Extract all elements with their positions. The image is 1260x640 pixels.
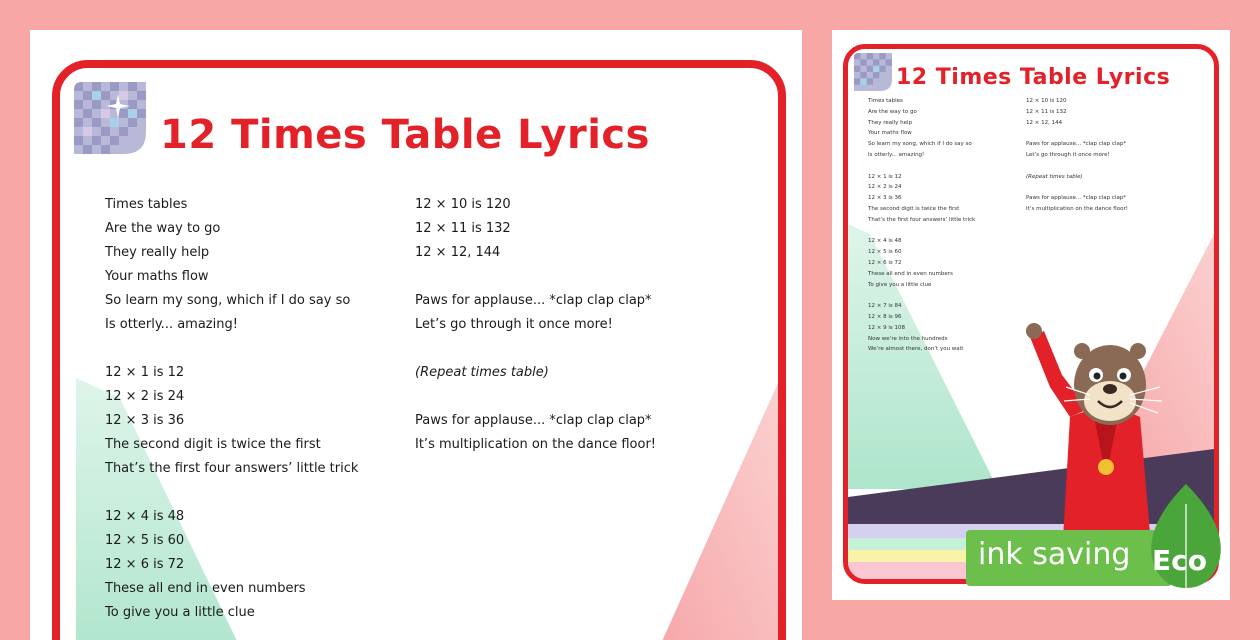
large-lyrics-sheet <box>30 30 802 640</box>
lyric-line: 12 × 1 is 12 <box>868 173 902 180</box>
lyric-line: 12 × 1 is 12 <box>105 365 185 380</box>
lyric-line: Paws for applause... *clap clap clap* <box>415 293 652 308</box>
lyric-line: Paws for applause... *clap clap clap* <box>1026 195 1127 202</box>
stanza-gap <box>415 385 656 409</box>
stanza-gap <box>105 481 358 505</box>
lyric-line: 12 × 3 is 36 <box>868 195 902 202</box>
repeat-note: (Repeat times table) <box>415 365 549 380</box>
lyric-line: Your maths flow <box>105 269 209 284</box>
lyric-line: To give you a little clue <box>868 281 932 288</box>
lyric-line: Paws for applause... *clap clap clap* <box>1026 141 1127 148</box>
lyric-line: Are the way to go <box>105 221 221 236</box>
leaf-icon <box>1146 484 1226 596</box>
stanza-gap <box>868 161 975 172</box>
lyrics-left-column <box>105 193 358 625</box>
lyric-line: Let’s go through it once more! <box>1026 151 1110 158</box>
lyric-line: 12 × 3 is 36 <box>105 413 185 428</box>
lyric-line: 12 × 12, 144 <box>415 245 501 260</box>
lyric-line: Is otterly... amazing! <box>105 317 238 332</box>
lyric-line: 12 × 11 is 132 <box>1026 108 1067 115</box>
lyric-line: Let’s go through it once more! <box>415 317 613 332</box>
lyric-line: 12 × 8 is 96 <box>868 313 902 320</box>
stanza-gap <box>868 290 975 301</box>
disco-tile-icon <box>74 82 146 154</box>
pink-spotlight <box>650 383 778 640</box>
lyric-line: The second digit is twice the first <box>105 437 321 452</box>
lyric-line: It’s multiplication on the dance floor! <box>1026 205 1128 212</box>
lyric-line: 12 × 6 is 72 <box>868 259 902 266</box>
lyrics-right-column <box>1026 96 1128 215</box>
lyric-line: Now we’re into the hundreds <box>868 335 948 342</box>
lyric-line: They really help <box>105 245 210 260</box>
stanza-gap <box>415 265 656 289</box>
lyric-line: The second digit is twice the first <box>868 205 960 212</box>
ink-saving-eco-badge <box>966 484 1230 596</box>
lyrics-right-column <box>415 193 656 457</box>
lyric-line: 12 × 6 is 72 <box>105 557 185 572</box>
lyric-line: 12 × 4 is 48 <box>868 238 902 245</box>
lyric-line: 12 × 2 is 24 <box>105 389 185 404</box>
lyric-line: 12 × 9 is 108 <box>868 324 905 331</box>
lyric-line: 12 × 5 is 60 <box>868 249 902 256</box>
lyric-line: Times tables <box>105 197 188 212</box>
lyric-line: 12 × 5 is 60 <box>105 533 185 548</box>
stanza-gap <box>105 337 358 361</box>
lyric-line: 12 × 10 is 120 <box>1026 98 1067 104</box>
repeat-note: (Repeat times table) <box>1026 173 1083 180</box>
lyric-line: 12 × 2 is 24 <box>868 184 902 191</box>
disco-tile-icon <box>854 53 892 91</box>
eco-label: Eco <box>1152 544 1207 577</box>
lyric-line: Your maths flow <box>868 130 912 137</box>
stanza-gap <box>868 226 975 237</box>
lyric-line: Is otterly... amazing! <box>868 151 925 158</box>
lyric-line: 12 × 10 is 120 <box>415 197 511 212</box>
lyric-line: 12 × 11 is 132 <box>415 221 511 236</box>
stanza-gap <box>1026 128 1128 139</box>
page-title: 12 Times Table Lyrics <box>896 65 1171 90</box>
lyric-line: Are the way to go <box>868 108 917 115</box>
lyrics-left-column <box>868 96 975 355</box>
lyric-line: To give you a little clue <box>105 605 255 620</box>
lyric-line: 12 × 7 is 84 <box>868 303 902 310</box>
lyric-line: It’s multiplication on the dance floor! <box>415 437 656 452</box>
lyric-line: These all end in even numbers <box>105 581 306 596</box>
stanza-gap <box>415 337 656 361</box>
stanza-gap <box>1026 161 1128 172</box>
eco-badge-text: ink saving <box>978 537 1131 572</box>
page-title: 12 Times Table Lyrics <box>160 112 650 158</box>
lyric-line: They really help <box>868 119 913 126</box>
lyric-line: 12 × 4 is 48 <box>105 509 185 524</box>
lyric-line: These all end in even numbers <box>868 270 953 277</box>
lyric-line: We’re almost there, don’t you wait <box>868 346 964 353</box>
lyric-line: That’s the first four answers’ little trick <box>868 216 976 223</box>
lyric-line: 12 × 12, 144 <box>1026 119 1063 126</box>
stanza-gap <box>1026 182 1128 193</box>
lyrics-frame <box>52 60 786 640</box>
lyric-line: Paws for applause... *clap clap clap* <box>415 413 652 428</box>
lyric-line: So learn my song, which if I do say so <box>105 293 351 308</box>
lyric-line: So learn my song, which if I do say so <box>868 141 972 148</box>
lyric-line: Times tables <box>868 98 903 104</box>
lyric-line: That’s the first four answers’ little trick <box>105 461 359 476</box>
